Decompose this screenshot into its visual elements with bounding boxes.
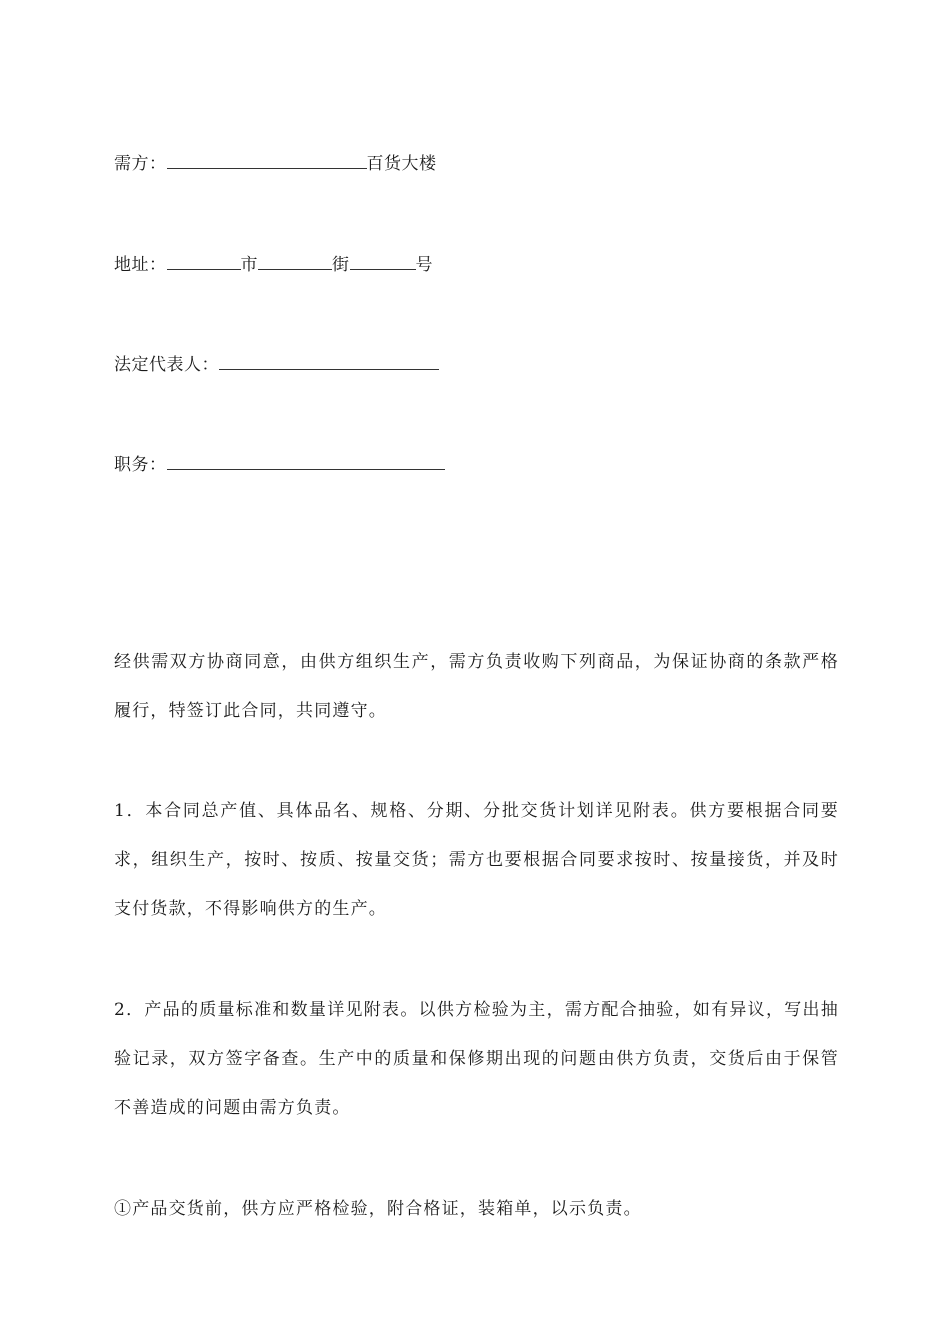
buyer-label: 需方： [114,154,167,174]
buyer-suffix: 百货大楼 [366,154,437,174]
position-label: 职务： [114,455,167,475]
address-number-blank [350,253,416,270]
legal-rep-label: 法定代表人： [114,355,219,375]
intro-paragraph: 经供需双方协商同意，由供方组织生产，需方负责收购下列商品，为保证协商的条款严格履行，特签订此合同，共同遵守。 [114,652,839,721]
legal-rep-line [114,353,439,377]
legal-rep-blank [219,353,439,370]
clause-2-paragraph: 2．产品的质量标准和数量详见附表。以供方检验为主，需方配合抽验，如有异议，写出抽验记录，双方签字备查。生产中的质量和保修期出现的问题由供方负责，交货后由于保管不善造成的问题由需方负责。 [114,1000,839,1118]
address-number-label: 号 [415,255,433,275]
address-street-blank [258,253,332,270]
address-city-blank [167,253,241,270]
position-line [114,453,445,477]
buyer-name-blank [167,152,367,169]
buyer-line [114,152,437,176]
clause-2-item-1: ①产品交货前，供方应严格检验，附合格证，装箱单，以示负责。 [114,1199,642,1219]
position-blank [167,453,445,470]
clause-1-paragraph: 1．本合同总产值、具体品名、规格、分期、分批交货计划详见附表。供方要根据合同要求，组织生产，按时、按质、按量交货；需方也要根据合同要求按时、按量接货，并及时支付货款，不得影响供方的生产。 [114,801,839,919]
address-label: 地址： [114,255,167,275]
address-city-label: 市 [240,255,258,275]
address-line [114,253,433,277]
address-street-label: 街 [332,255,350,275]
